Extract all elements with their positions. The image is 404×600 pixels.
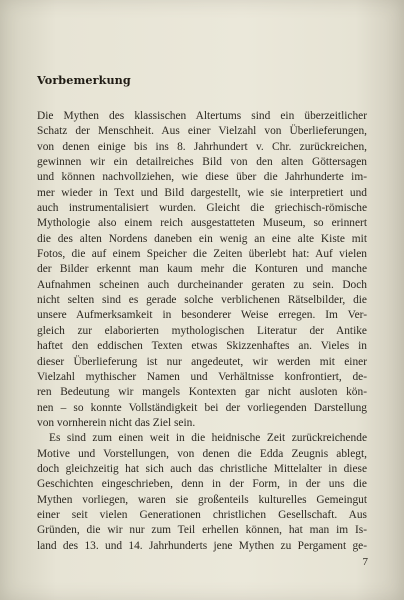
text-line: Mythologie also einem reich ausgestatteten Museum, so erinnert	[37, 217, 367, 230]
text-line: Mythen vorliegen, waren sie großenteils kulturelles Gemeingut	[37, 493, 367, 506]
text-line: Schatz der Menschheit. Aus einer Vielzahl von Überlieferungen,	[37, 125, 367, 138]
text-line: Vielzahl mythischer Namen und Verhältnisse konfrontiert, de-	[37, 370, 367, 383]
text-line: und können nachvollziehen, wie diese über die Jahrhunderte im-	[37, 171, 367, 184]
text-line: haftet den eddischen Texten etwas Skizzenhaftes an. Vieles in	[37, 340, 367, 353]
text-line: gewinnen wir ein detailreiches Bild von den alten Göttersagen	[37, 156, 367, 169]
text-line: der Bilder erkennt man kaum mehr die Konturen und manche	[37, 263, 367, 276]
text-line: einer seit vielen Generationen christlichen Gesellschaft. Aus	[37, 508, 367, 521]
text-line: die des alten Nordens daneben ein wenig an eine alte Kiste mit	[37, 232, 367, 245]
text-line: Geschichten eingeschrieben, denn in der Form, in der uns die	[37, 478, 367, 491]
text-line: Es sind zum einen weit in die heidnische Zeit zurückreichende	[49, 432, 367, 445]
text-line: Die Mythen des klassischen Altertums sind ein überzeitlicher	[37, 110, 367, 122]
paragraph	[37, 431, 367, 554]
text-line: Fotos, die auf einem Speicher die Zeiten überlebt hat: Auf vielen	[37, 248, 367, 261]
text-line: Motive und Vorstellungen, von denen die Edda Zeugnis ablegt,	[37, 447, 367, 460]
text-line: doch gleichzeitig hat sich auch das christliche Mittelalter in diese	[37, 462, 367, 475]
section-heading: Vorbemerkung	[37, 73, 131, 87]
text-line: Gründen, die wir nur zum Teil erhellen können, hat man im Is-	[37, 524, 367, 537]
paragraph	[37, 109, 367, 431]
text-line: nen – so konnte Vollständigkeit bei der vorliegenden Darstellung	[37, 401, 367, 414]
text-line: mer wieder in Text und Bild dargestellt, wie sie interpretiert und	[37, 186, 367, 199]
text-line: gleich zur elaborierten mythologischen Literatur der Antike	[37, 324, 367, 337]
text-line: auch instrumentalisiert wurden. Gleicht die griechisch-römische	[37, 202, 367, 215]
body-text	[37, 109, 367, 554]
text-line: von denen einige bis ins 8. Jahrhundert v. Chr. zurückreichen,	[37, 140, 367, 153]
text-line: nicht selten sind es gerade solche verblichenen Rätselbilder, die	[37, 294, 367, 307]
page-number: 7	[362, 556, 368, 568]
text-line: ren Bedeutung wir mangels Kontexten gar nicht ausloten kön-	[37, 386, 367, 399]
text-line: von vornherein nicht das Ziel sein.	[37, 416, 196, 429]
text-line: land des 13. und 14. Jahrhunderts jene Mythen zu Pergament ge-	[37, 539, 367, 552]
text-line: Aufnahmen scheinen auch durcheinander geraten zu sein. Doch	[37, 278, 367, 291]
text-line: dieser Überlieferung ist nur angedeutet, wir werden mit einer	[37, 355, 367, 368]
text-line: unsere Aufmerksamkeit in besonderer Weise erregen. Im Ver-	[37, 309, 367, 322]
